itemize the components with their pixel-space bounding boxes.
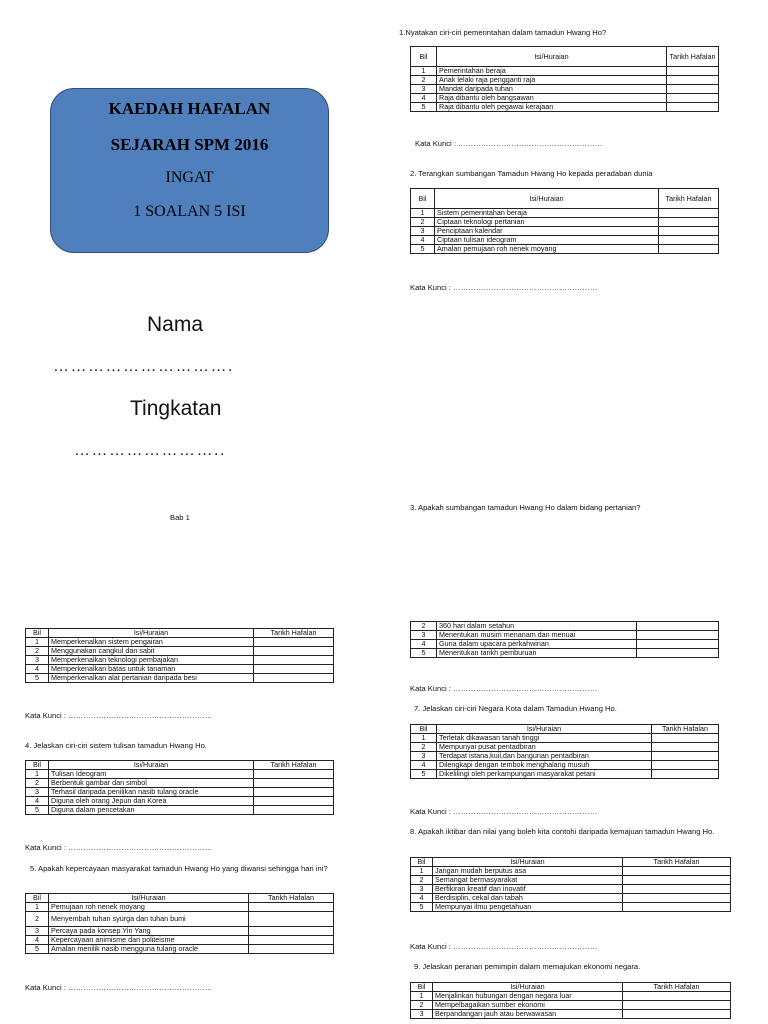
row-text: Memperkenalkan batas untuk tanaman bbox=[49, 665, 254, 674]
table-row bbox=[26, 945, 334, 954]
row-number: 1 bbox=[26, 638, 49, 647]
table-q9 bbox=[410, 982, 731, 1019]
header-isi: Isi/Huraian bbox=[49, 761, 254, 770]
row-text: 360 hari dalam setahun bbox=[437, 622, 637, 631]
table-row bbox=[26, 927, 334, 936]
question-5: 5. Apakah kepercayaan masyarakat tamadun Hwang Ho yang diwarisi sehingga hari ini? bbox=[30, 864, 328, 873]
header-tarikh: Tarikh Hafalan bbox=[623, 983, 731, 992]
table-row bbox=[411, 885, 731, 894]
table-row bbox=[26, 674, 334, 683]
row-number: 5 bbox=[411, 245, 435, 254]
table-q1 bbox=[410, 46, 719, 112]
row-number: 2 bbox=[411, 622, 437, 631]
row-tarikh[interactable] bbox=[623, 885, 731, 894]
row-text: Penciptaan kalendar bbox=[435, 227, 659, 236]
row-number: 3 bbox=[411, 85, 437, 94]
row-text: Dikelilingi oleh perkampungan masyarakat petani bbox=[437, 770, 652, 779]
question-4: 4. Jelaskan ciri-ciri sistem tulisan tamadun Hwang Ho. bbox=[25, 741, 207, 750]
chapter-label: Bab 1 bbox=[170, 513, 190, 522]
kata-kunci-line: Kata Kunci : ………………………………………………… bbox=[415, 139, 603, 148]
table-row bbox=[411, 622, 719, 631]
row-text: Menjalinkan hubungan dengan negara luar bbox=[433, 992, 623, 1001]
table-row bbox=[26, 903, 334, 912]
row-text: Amalan pemujaan roh nenek moyang bbox=[435, 245, 659, 254]
table-row bbox=[411, 85, 719, 94]
row-text: Tulisan Ideogram bbox=[49, 770, 254, 779]
table-q4 bbox=[25, 760, 334, 815]
header-bil: Bil bbox=[411, 47, 437, 67]
row-number: 2 bbox=[411, 1001, 433, 1010]
row-number: 4 bbox=[26, 797, 49, 806]
table-row bbox=[411, 734, 719, 743]
row-number: 5 bbox=[26, 674, 49, 683]
row-number: 1 bbox=[26, 770, 49, 779]
row-text: Memperkenalkan alat pertanian daripada besi bbox=[49, 674, 254, 683]
row-number: 3 bbox=[411, 227, 435, 236]
cover-subtitle-line-1: INGAT bbox=[165, 169, 214, 186]
row-text: Mempunyai ilmu pengetahuan bbox=[433, 903, 623, 912]
row-text: Pemerintahan beraja bbox=[437, 67, 667, 76]
table-header-row bbox=[26, 894, 334, 903]
row-tarikh[interactable] bbox=[623, 894, 731, 903]
kata-kunci-line: Kata Kunci : ………………………………………………… bbox=[410, 942, 598, 951]
table-q8 bbox=[410, 857, 731, 912]
table-row bbox=[26, 788, 334, 797]
row-tarikh[interactable] bbox=[667, 85, 719, 94]
row-text: Berbentuk gambar dan simbol bbox=[49, 779, 254, 788]
question-2: 2. Terangkan sumbangan Tamadun Hwang Ho kepada peradaban dunia bbox=[410, 169, 653, 178]
row-tarikh[interactable] bbox=[254, 797, 334, 806]
row-text: Kepercayaan animisme dan politeisme bbox=[49, 936, 249, 945]
header-isi: Isi/Huraian bbox=[433, 858, 623, 867]
row-number: 2 bbox=[411, 76, 437, 85]
row-number: 4 bbox=[411, 761, 437, 770]
row-tarikh[interactable] bbox=[667, 103, 719, 112]
table-header-row bbox=[411, 189, 719, 209]
row-tarikh[interactable] bbox=[254, 647, 334, 656]
row-tarikh[interactable] bbox=[667, 94, 719, 103]
row-text: Berfikiran kreatif dan inovatif bbox=[433, 885, 623, 894]
table-q3-continued bbox=[410, 621, 719, 658]
table-row bbox=[411, 209, 719, 218]
row-tarikh[interactable] bbox=[637, 649, 719, 658]
row-text: Menggunakan cangkul dan sabit bbox=[49, 647, 254, 656]
table-row bbox=[26, 656, 334, 665]
row-number: 2 bbox=[411, 876, 433, 885]
row-tarikh[interactable] bbox=[652, 761, 719, 770]
header-bil: Bil bbox=[26, 761, 49, 770]
row-text: Menentukan musim menanam dan menuai bbox=[437, 631, 637, 640]
row-text: Terdapat istana,kuil,dan bangunan pentadbiran bbox=[437, 752, 652, 761]
header-tarikh: Tarikh Hafalan bbox=[254, 629, 334, 638]
table-row bbox=[411, 649, 719, 658]
row-tarikh[interactable] bbox=[623, 903, 731, 912]
row-text: Guna dalam upacara perkahwinan bbox=[437, 640, 637, 649]
row-number: 3 bbox=[26, 927, 49, 936]
row-tarikh[interactable] bbox=[623, 1010, 731, 1019]
row-text: Mempunyai pusat pentadbiran bbox=[437, 743, 652, 752]
row-number: 5 bbox=[411, 103, 437, 112]
table-row bbox=[411, 743, 719, 752]
row-text: Terletak dikawasan tanah tinggi bbox=[437, 734, 652, 743]
table-row bbox=[411, 876, 731, 885]
table-bab1-pertanian bbox=[25, 628, 334, 683]
row-text: Mempelbagaikan sumber ekonomi bbox=[433, 1001, 623, 1010]
kata-kunci-line: Kata Kunci : ………………………………………………… bbox=[410, 283, 598, 292]
row-tarikh[interactable] bbox=[637, 631, 719, 640]
row-text: Semangat bermasyarakat bbox=[433, 876, 623, 885]
row-text: Sistem pemerintahan beraja bbox=[435, 209, 659, 218]
table-header-row bbox=[411, 858, 731, 867]
header-bil: Bil bbox=[26, 894, 49, 903]
row-tarikh[interactable] bbox=[254, 656, 334, 665]
header-bil: Bil bbox=[411, 189, 435, 209]
row-tarikh[interactable] bbox=[249, 927, 334, 936]
header-bil: Bil bbox=[26, 629, 49, 638]
row-number: 3 bbox=[411, 885, 433, 894]
row-number: 4 bbox=[26, 936, 49, 945]
cover-title-line-2: SEJARAH SPM 2016 bbox=[110, 135, 269, 154]
table-header-row bbox=[411, 725, 719, 734]
cover-title-line-1: KAEDAH HAFALAN bbox=[108, 99, 271, 118]
row-text: Dilengkapi dengan tembok menghalang musuh bbox=[437, 761, 652, 770]
row-number: 3 bbox=[26, 788, 49, 797]
table-header-row bbox=[26, 629, 334, 638]
row-number: 4 bbox=[411, 236, 435, 245]
row-number: 2 bbox=[26, 779, 49, 788]
row-number: 2 bbox=[411, 743, 437, 752]
table-row bbox=[411, 894, 731, 903]
row-text: Memperkenalkan teknologi pembajakan bbox=[49, 656, 254, 665]
row-tarikh[interactable] bbox=[652, 734, 719, 743]
kata-kunci-line: Kata Kunci : ………………………………………………… bbox=[25, 983, 213, 992]
table-row bbox=[411, 992, 731, 1001]
row-tarikh[interactable] bbox=[249, 936, 334, 945]
table-row bbox=[411, 67, 719, 76]
row-number: 3 bbox=[411, 752, 437, 761]
row-tarikh[interactable] bbox=[637, 622, 719, 631]
row-tarikh[interactable] bbox=[249, 912, 334, 927]
row-text: Menentukan tarikh pemburuan bbox=[437, 649, 637, 658]
header-bil: Bil bbox=[411, 725, 437, 734]
question-3: 3. Apakah sumbangan tamadun Hwang Ho dalam bidang pertanian? bbox=[410, 503, 641, 512]
row-number: 2 bbox=[411, 218, 435, 227]
row-number: 3 bbox=[26, 656, 49, 665]
header-tarikh: Tarikh Hafalan bbox=[623, 858, 731, 867]
row-text: Jangan mudah berputus asa bbox=[433, 867, 623, 876]
table-row bbox=[411, 631, 719, 640]
row-tarikh[interactable] bbox=[659, 227, 719, 236]
header-tarikh: Tarikh Hafalan bbox=[659, 189, 719, 209]
table-row bbox=[411, 761, 719, 770]
row-number: 5 bbox=[411, 903, 433, 912]
header-isi: Isi/Huraian bbox=[49, 894, 249, 903]
row-number: 2 bbox=[26, 912, 49, 927]
kata-kunci-line: Kata Kunci : ………………………………………………… bbox=[25, 843, 213, 852]
table-row bbox=[411, 227, 719, 236]
row-tarikh[interactable] bbox=[659, 218, 719, 227]
header-tarikh: Tarikh Hafalan bbox=[249, 894, 334, 903]
row-number: 3 bbox=[411, 631, 437, 640]
table-row bbox=[26, 647, 334, 656]
table-row bbox=[411, 94, 719, 103]
row-tarikh[interactable] bbox=[254, 788, 334, 797]
header-isi: Isi/Huraian bbox=[437, 725, 652, 734]
table-row bbox=[26, 797, 334, 806]
kata-kunci-line: Kata Kunci : ………………………………………………… bbox=[410, 807, 598, 816]
table-row bbox=[411, 867, 731, 876]
table-row bbox=[411, 218, 719, 227]
row-number: 4 bbox=[411, 640, 437, 649]
row-tarikh[interactable] bbox=[623, 867, 731, 876]
row-number: 1 bbox=[411, 867, 433, 876]
row-number: 5 bbox=[411, 770, 437, 779]
row-text: Ciptaan tulisan ideogram bbox=[435, 236, 659, 245]
row-number: 5 bbox=[411, 649, 437, 658]
question-8: 8. Apakah iktibar dan nilai yang boleh kita contohi daripada kemajuan tamadun Hwang Ho. bbox=[410, 827, 715, 836]
table-q5 bbox=[25, 893, 334, 954]
row-tarikh[interactable] bbox=[652, 770, 719, 779]
kata-kunci-line: Kata Kunci : ………………………………………………… bbox=[410, 684, 598, 693]
header-isi: Isi/Huraian bbox=[49, 629, 254, 638]
tingkatan-dots: …………………….. bbox=[74, 442, 226, 459]
header-bil: Bil bbox=[411, 858, 433, 867]
row-text: Berpandangan jauh atau berwawasan bbox=[433, 1010, 623, 1019]
row-text: Terhasil daripada penilikan nasib tulang oracle bbox=[49, 788, 254, 797]
row-number: 5 bbox=[26, 806, 49, 815]
row-text: Percaya pada konsep Yin Yang bbox=[49, 927, 249, 936]
table-row bbox=[26, 912, 334, 927]
row-number: 3 bbox=[411, 1010, 433, 1019]
table-row bbox=[26, 770, 334, 779]
table-row bbox=[411, 76, 719, 85]
row-tarikh[interactable] bbox=[249, 903, 334, 912]
row-text: Raja dibantu oleh bangsawan bbox=[437, 94, 667, 103]
row-number: 5 bbox=[26, 945, 49, 954]
row-text: Memperkenalkan sistem pengairan bbox=[49, 638, 254, 647]
row-tarikh[interactable] bbox=[254, 806, 334, 815]
row-tarikh[interactable] bbox=[659, 236, 719, 245]
row-text: Diguna oleh orang Jepun dan Korea bbox=[49, 797, 254, 806]
row-tarikh[interactable] bbox=[652, 752, 719, 761]
row-tarikh[interactable] bbox=[249, 945, 334, 954]
tingkatan-label: Tingkatan bbox=[130, 397, 222, 420]
row-tarikh[interactable] bbox=[659, 209, 719, 218]
row-tarikh[interactable] bbox=[652, 743, 719, 752]
row-number: 1 bbox=[26, 903, 49, 912]
row-tarikh[interactable] bbox=[254, 770, 334, 779]
row-number: 4 bbox=[411, 94, 437, 103]
table-row bbox=[411, 103, 719, 112]
header-bil: Bil bbox=[411, 983, 433, 992]
row-number: 1 bbox=[411, 209, 435, 218]
header-tarikh: Tarikh Hafalan bbox=[667, 47, 719, 67]
kata-kunci-line: Kata Kunci : ………………………………………………… bbox=[25, 711, 213, 720]
table-row bbox=[411, 640, 719, 649]
row-number: 4 bbox=[26, 665, 49, 674]
table-header-row bbox=[411, 47, 719, 67]
row-text: Berdisiplin, cekal dan tabah bbox=[433, 894, 623, 903]
row-number: 1 bbox=[411, 734, 437, 743]
table-row bbox=[411, 1001, 731, 1010]
table-row bbox=[411, 1010, 731, 1019]
row-text: Amalan menilik nasib mengguna tulang oracle bbox=[49, 945, 249, 954]
question-1: 1.Nyatakan ciri-ciri pemerintahan dalam tamadun Hwang Ho? bbox=[399, 28, 607, 37]
row-tarikh[interactable] bbox=[667, 67, 719, 76]
row-tarikh[interactable] bbox=[659, 245, 719, 254]
row-number: 1 bbox=[411, 992, 433, 1001]
row-tarikh[interactable] bbox=[254, 665, 334, 674]
cover-title-box bbox=[50, 88, 329, 253]
row-text: Diguna dalam pencetakan bbox=[49, 806, 254, 815]
table-q7 bbox=[410, 724, 719, 779]
row-tarikh[interactable] bbox=[254, 638, 334, 647]
header-tarikh: Tarikh Hafalan bbox=[254, 761, 334, 770]
row-number: 1 bbox=[411, 67, 437, 76]
table-row bbox=[26, 806, 334, 815]
row-number: 2 bbox=[26, 647, 49, 656]
table-header-row bbox=[26, 761, 334, 770]
row-tarikh[interactable] bbox=[623, 1001, 731, 1010]
row-tarikh[interactable] bbox=[667, 76, 719, 85]
row-text: Raja dibantu oleh pegawai kerajaan bbox=[437, 103, 667, 112]
nama-dots: …………………………. bbox=[53, 358, 234, 375]
header-isi: Isi/Huraian bbox=[433, 983, 623, 992]
table-q2 bbox=[410, 188, 719, 254]
table-row bbox=[411, 770, 719, 779]
table-header-row bbox=[411, 983, 731, 992]
table-row bbox=[26, 936, 334, 945]
row-text: Ciptaan teknologi pertanian bbox=[435, 218, 659, 227]
row-text: Menyembah tuhan syurga dan tuhan bumi bbox=[49, 912, 249, 927]
table-row bbox=[26, 665, 334, 674]
question-9: 9. Jelaskan peranan pemimpin dalam memajukan ekonomi negara. bbox=[414, 962, 641, 971]
row-tarikh[interactable] bbox=[254, 779, 334, 788]
cover-subtitle-line-2: 1 SOALAN 5 ISI bbox=[133, 203, 246, 220]
table-row bbox=[411, 903, 731, 912]
row-tarikh[interactable] bbox=[637, 640, 719, 649]
question-7: 7. Jelaskan ciri-ciri Negara Kota dalam Tamadun Hwang Ho. bbox=[414, 704, 617, 713]
table-row bbox=[411, 245, 719, 254]
row-text: Anak lelaki raja pengganti raja bbox=[437, 76, 667, 85]
row-text: Pemujaan roh nenek moyang bbox=[49, 903, 249, 912]
header-tarikh: Tarikh Hafalan bbox=[652, 725, 719, 734]
row-text: Mandat daripada tuhan bbox=[437, 85, 667, 94]
row-tarikh[interactable] bbox=[623, 876, 731, 885]
row-tarikh[interactable] bbox=[254, 674, 334, 683]
table-row bbox=[26, 779, 334, 788]
header-isi: Isi/Huraian bbox=[437, 47, 667, 67]
table-row bbox=[411, 752, 719, 761]
row-tarikh[interactable] bbox=[623, 992, 731, 1001]
row-number: 4 bbox=[411, 894, 433, 903]
nama-label: Nama bbox=[147, 313, 204, 336]
table-row bbox=[26, 638, 334, 647]
table-row bbox=[411, 236, 719, 245]
header-isi: Isi/Huraian bbox=[435, 189, 659, 209]
